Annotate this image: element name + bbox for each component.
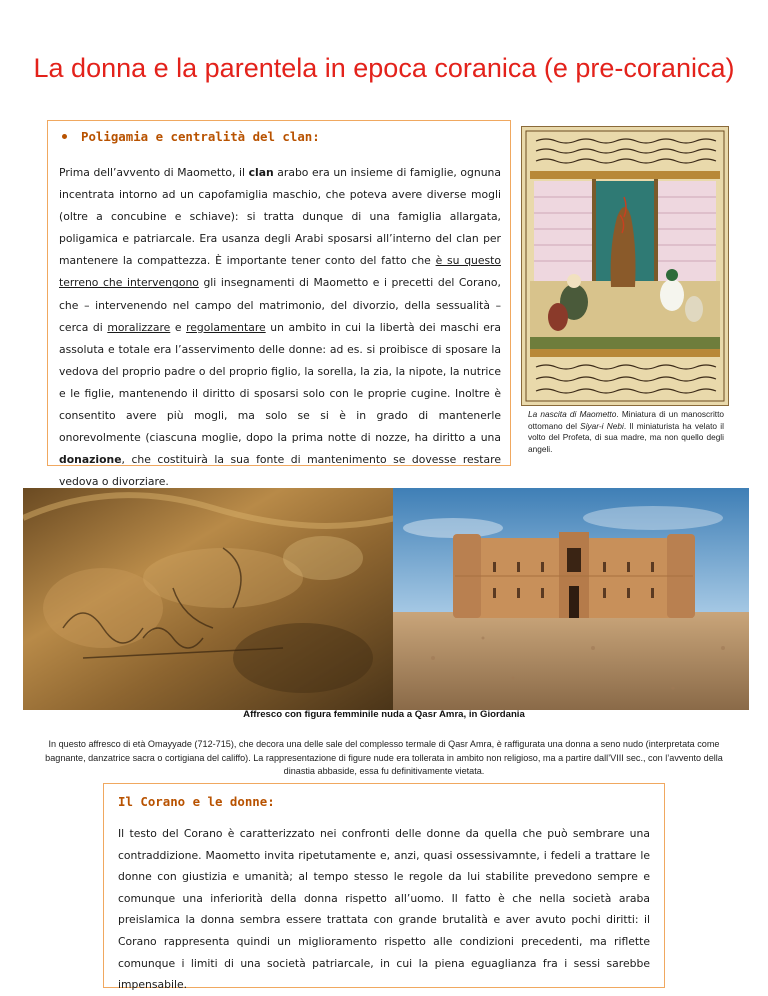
fresco-description: In questo affresco di età Omayyade (712-715), che decora una delle sale del complesso termale di Qasr Amra, è raffigurata una donna a seno nudo (interpretata come bagnante, danzatrice sacra o cortigiana del califfo). La rappresentazione di figure nude era tollerata in ambito non religioso, ma a partire dall’VIII sec., con l’avvento della dinastia abbaside, essa fu definitivamente vietata. xyxy=(45,739,723,776)
section-quran-paragraph: Il testo del Corano è caratterizzato nei confronti delle donne da quella che può sembrare una contraddizione. Maometto invita ripetutamente e, anzi, quasi ossessivamnte, i fedeli a trattare le donne con giustizia e umanità; al tempo stesso le regole da lui stabilite prevedono sempre e comunque una inferiorità della donna rispetto all’uomo. Il fatto è che nella società araba preislamica la donna sembra essere trattata con grande brutalità e aver avuto pochi diritti: il Corano rappresenta quindi un miglioramento rispetto alle condizioni precedenti, ma riflette comunque i limiti di una società patriarcale, in cui la piena eguaglianza fra i sessi sarebbe impensabile. xyxy=(118,827,650,992)
underlined-moralizzare: moralizzare xyxy=(107,320,171,334)
miniature-birth-of-muhammad-image xyxy=(521,126,729,406)
text-run: Prima dell’avvento di Maometto, il xyxy=(59,166,249,179)
caption-book-title: Siyar-i Nebi xyxy=(580,420,624,431)
text-run: arabo era un insieme di famiglie, ognuna incentrata intorno ad un capofamiglia maschio, che poteva avere diverse mogli (oltre a concubine e schiave): si tratta dunque di una famiglia allargata, poligamica e patriarcale. Era usanza degli Arabi sposarsi all’interno del clan per mantenere la compattezza. È importante tener conto del fatto che xyxy=(59,166,501,268)
caption-title: La nascita di Maometto xyxy=(528,409,617,419)
fresco-illustration xyxy=(23,488,395,710)
text-run: e xyxy=(170,320,187,334)
caption-text: . Il miniaturista ha velato il volto del Profeta, di sua madre, ma non quello degli angeli. xyxy=(528,420,724,454)
section-quran-box xyxy=(103,783,665,992)
section-polygamy-box xyxy=(47,120,511,489)
bullet-icon xyxy=(62,134,67,139)
text-run: , che costituirà la sua fonte di mantenimento se dovesse restare vedova o divorziare. xyxy=(59,453,501,489)
castle-illustration xyxy=(393,488,749,710)
qasr-kharana-castle-image xyxy=(393,488,749,710)
fresco-qasr-amra-image xyxy=(23,488,395,710)
miniature-caption xyxy=(528,409,724,455)
section-polygamy-paragraph xyxy=(59,162,501,493)
miniature-illustration xyxy=(522,127,728,405)
text-run: un ambito in cui la libertà dei maschi era assoluta e totale era l’asservimento delle donne: ad es. si proibisce di sposare la vedova del proprio padre o del proprio figlio, la sorella, la zia, la nipote, la nutrice e le figlie, mantenendo il diritto di sposarsi solo con le proprie cugine. Inoltre è consentito avere più mogli, ma solo se si è in grado di mantenerle onorevolmente (ciascuna moglie, dopo la prima notte di nozze, ha diritto a una xyxy=(59,320,501,445)
text-run: gli insegnamenti di Maometto e i precetti del Corano, che – intervenendo nel campo del matrimonio, del divorzio, della sessualità – cerca di xyxy=(59,276,501,334)
fresco-title: Affresco con figura femminile nuda a Qasr Amra, in Giordania xyxy=(243,709,525,720)
section-quran-heading: Il Corano e le donne: xyxy=(118,794,275,809)
term-clan: clan xyxy=(248,166,274,179)
caption-text: . Miniatura di un manoscritto ottomano del xyxy=(528,409,725,431)
underlined-phrase: è su questo terreno che intervengono xyxy=(59,254,501,290)
section-polygamy-heading xyxy=(60,129,320,144)
term-donazione: donazione xyxy=(59,453,122,467)
underlined-regolamentare: regolamentare xyxy=(186,320,266,334)
page-title: La donna e la parentela in epoca coranica (e pre-coranica) xyxy=(33,53,735,83)
section-polygamy-title: Poligamia e centralità del clan: xyxy=(81,129,320,144)
